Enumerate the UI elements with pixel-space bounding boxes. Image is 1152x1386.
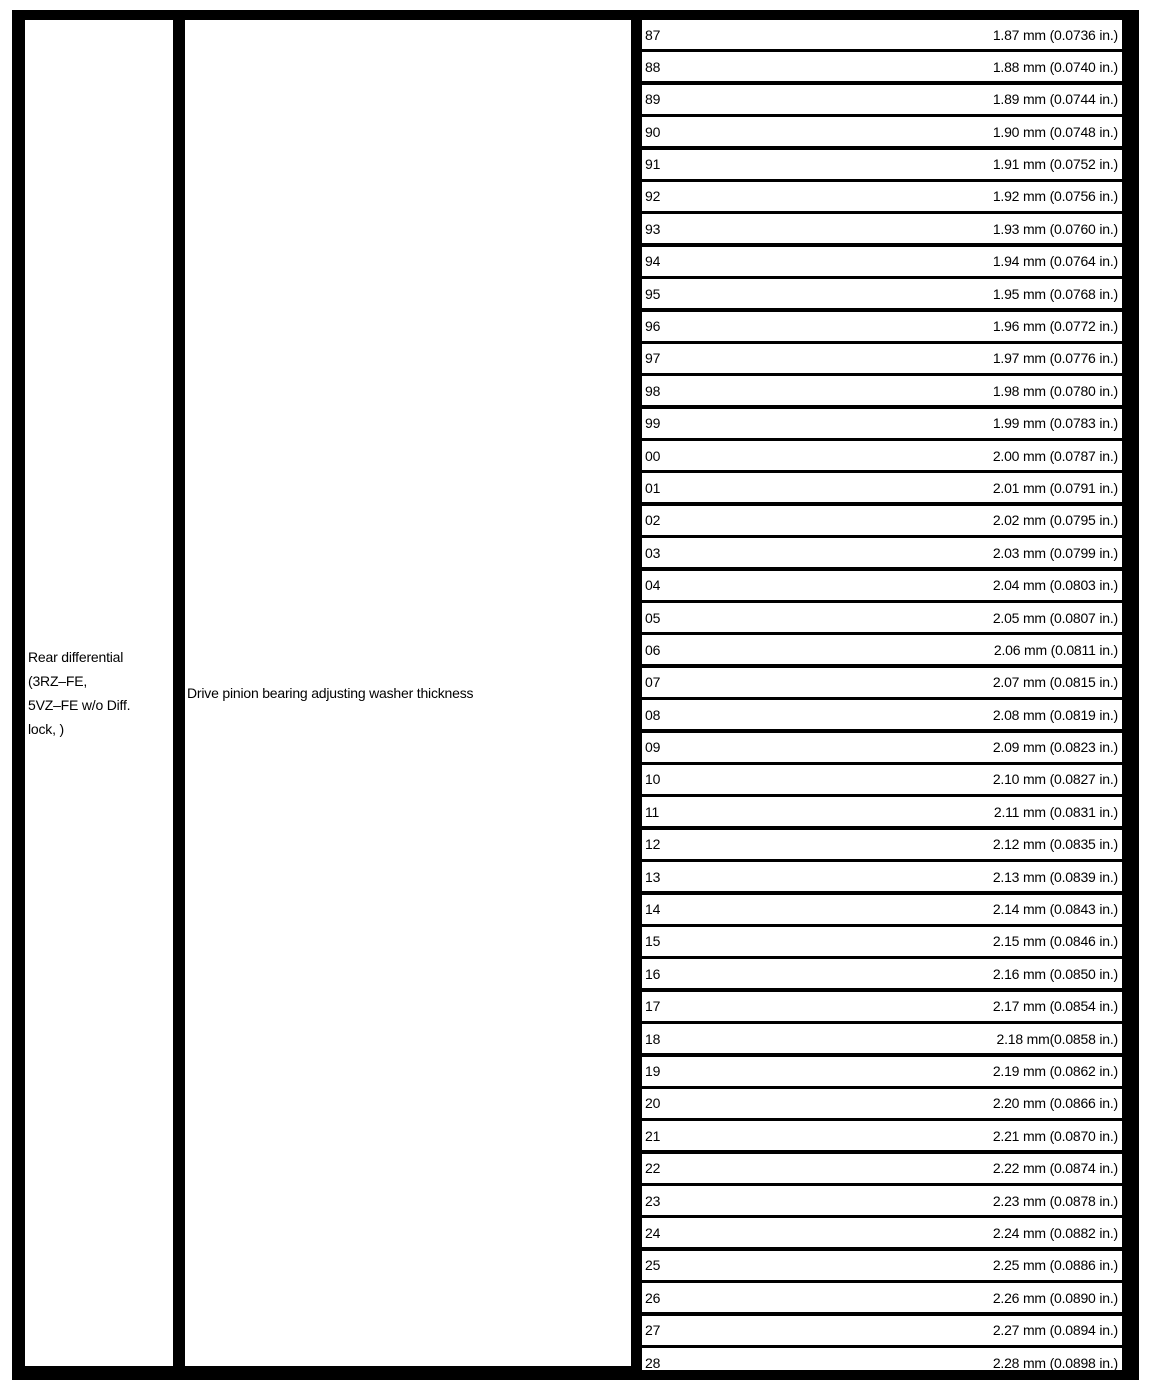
table-row — [642, 635, 1122, 664]
washer-mark: 90 — [645, 123, 661, 140]
washer-mark: 11 — [645, 803, 660, 820]
washer-thickness: 2.08 mm (0.0819 in.) — [992, 706, 1118, 723]
spec-table — [12, 10, 1139, 1380]
table-row — [642, 830, 1122, 859]
table-row — [642, 441, 1122, 470]
table-row — [642, 1024, 1122, 1053]
washer-thickness: 2.24 mm (0.0882 in.) — [992, 1224, 1118, 1241]
washer-thickness: 2.22 mm (0.0874 in.) — [992, 1160, 1118, 1177]
washer-mark: 16 — [645, 965, 661, 982]
washer-thickness: 1.92 mm (0.0756 in.) — [992, 188, 1118, 205]
washer-mark: 89 — [645, 91, 661, 108]
table-row — [642, 376, 1122, 405]
washer-mark: 00 — [645, 447, 661, 464]
washer-thickness: 2.07 mm (0.0815 in.) — [992, 674, 1118, 691]
table-row — [642, 959, 1122, 988]
washer-mark: 88 — [645, 58, 661, 75]
washer-list — [642, 20, 1122, 1370]
washer-thickness: 2.06 mm (0.0811 in.) — [993, 641, 1118, 658]
table-row — [642, 571, 1122, 600]
washer-thickness: 2.05 mm (0.0807 in.) — [992, 609, 1118, 626]
table-row — [642, 1283, 1122, 1312]
table-row — [642, 1348, 1122, 1370]
table-row — [642, 603, 1122, 632]
table-row — [642, 1251, 1122, 1280]
item-label: Drive pinion bearing adjusting washer thickness — [187, 685, 474, 701]
washer-mark: 27 — [645, 1322, 661, 1339]
table-row — [642, 52, 1122, 81]
washer-mark: 28 — [645, 1354, 661, 1370]
washer-thickness: 1.90 mm (0.0748 in.) — [992, 123, 1118, 140]
washer-mark: 94 — [645, 253, 661, 270]
washer-thickness: 2.10 mm (0.0827 in.) — [992, 771, 1118, 788]
washer-mark: 25 — [645, 1257, 661, 1274]
table-row — [642, 117, 1122, 146]
washer-mark: 14 — [645, 901, 661, 918]
washer-mark: 98 — [645, 382, 661, 399]
table-row — [642, 765, 1122, 794]
washer-thickness: 2.01 mm (0.0791 in.) — [992, 479, 1118, 496]
table-row — [642, 992, 1122, 1021]
washer-thickness: 2.03 mm (0.0799 in.) — [992, 544, 1118, 561]
table-row — [642, 312, 1122, 341]
washer-thickness: 2.26 mm (0.0890 in.) — [992, 1289, 1118, 1306]
table-row — [642, 279, 1122, 308]
washer-mark: 21 — [645, 1127, 661, 1144]
table-row — [642, 182, 1122, 211]
table-row — [642, 700, 1122, 729]
washer-thickness: 2.23 mm (0.0878 in.) — [992, 1192, 1118, 1209]
washer-thickness: 2.04 mm (0.0803 in.) — [992, 577, 1118, 594]
table-row — [642, 20, 1122, 49]
washer-thickness: 1.98 mm (0.0780 in.) — [992, 382, 1118, 399]
area-label: Rear differential (3RZ–FE, 5VZ–FE w/o Diff. lock, ) — [28, 649, 131, 737]
washer-thickness: 2.13 mm (0.0839 in.) — [992, 868, 1118, 885]
washer-thickness: 2.19 mm (0.0862 in.) — [992, 1063, 1118, 1079]
washer-mark: 19 — [645, 1063, 661, 1079]
washer-mark: 04 — [645, 577, 661, 594]
washer-mark: 95 — [645, 285, 661, 302]
washer-mark: 01 — [645, 479, 661, 496]
washer-thickness: 2.15 mm (0.0846 in.) — [992, 933, 1118, 950]
table-row — [642, 1121, 1122, 1150]
table-row — [642, 1154, 1122, 1183]
table-row — [642, 1316, 1122, 1345]
washer-mark: 91 — [645, 156, 661, 173]
washer-thickness: 1.89 mm (0.0744 in.) — [992, 91, 1118, 108]
washer-thickness: 2.16 mm (0.0850 in.) — [992, 965, 1118, 982]
washer-thickness: 1.97 mm (0.0776 in.) — [992, 350, 1118, 367]
washer-mark: 92 — [645, 188, 661, 205]
washer-thickness: 1.95 mm (0.0768 in.) — [992, 285, 1118, 302]
washer-thickness: 2.20 mm (0.0866 in.) — [992, 1095, 1118, 1112]
washer-thickness: 1.87 mm (0.0736 in.) — [992, 26, 1118, 43]
washer-mark: 08 — [645, 706, 661, 723]
table-row — [642, 895, 1122, 924]
table-row — [642, 733, 1122, 762]
washer-thickness: 1.94 mm (0.0764 in.) — [992, 253, 1118, 270]
washer-mark: 93 — [645, 220, 661, 237]
washer-mark: 07 — [645, 674, 661, 691]
washer-mark: 24 — [645, 1224, 661, 1241]
item-cell — [185, 20, 631, 1366]
washer-mark: 15 — [645, 933, 661, 950]
washer-mark: 10 — [645, 771, 661, 788]
washer-thickness: 2.28 mm (0.0898 in.) — [992, 1354, 1118, 1370]
washer-mark: 12 — [645, 836, 661, 853]
washer-mark: 05 — [645, 609, 661, 626]
washer-thickness: 2.02 mm (0.0795 in.) — [992, 512, 1118, 529]
table-row — [642, 473, 1122, 502]
washer-thickness: 2.18 mm(0.0858 in.) — [996, 1030, 1118, 1047]
table-row — [642, 862, 1122, 891]
table-row — [642, 1057, 1122, 1086]
washer-mark: 96 — [645, 318, 661, 335]
washer-thickness: 1.96 mm (0.0772 in.) — [992, 318, 1118, 335]
table-row — [642, 927, 1122, 956]
washer-mark: 20 — [645, 1095, 661, 1112]
washer-mark: 18 — [645, 1030, 661, 1047]
washer-thickness: 2.14 mm (0.0843 in.) — [992, 901, 1118, 918]
table-row — [642, 409, 1122, 438]
washer-thickness: 1.88 mm (0.0740 in.) — [992, 58, 1118, 75]
table-row — [642, 150, 1122, 179]
washer-thickness: 2.25 mm (0.0886 in.) — [992, 1257, 1118, 1274]
table-row — [642, 85, 1122, 114]
washer-thickness: 2.27 mm (0.0894 in.) — [992, 1322, 1118, 1339]
table-row — [642, 797, 1122, 826]
washer-mark: 17 — [645, 998, 661, 1015]
washer-thickness: 2.11 mm (0.0831 in.) — [993, 803, 1118, 820]
table-row — [642, 1089, 1122, 1118]
washer-mark: 26 — [645, 1289, 661, 1306]
washer-thickness: 1.93 mm (0.0760 in.) — [992, 220, 1118, 237]
washer-mark: 03 — [645, 544, 661, 561]
washer-thickness: 2.00 mm (0.0787 in.) — [992, 447, 1118, 464]
washer-thickness: 2.09 mm (0.0823 in.) — [992, 739, 1118, 756]
washer-mark: 22 — [645, 1160, 661, 1177]
table-row — [642, 1218, 1122, 1247]
washer-thickness: 2.12 mm (0.0835 in.) — [992, 836, 1118, 853]
washer-mark: 02 — [645, 512, 661, 529]
table-row — [642, 506, 1122, 535]
washer-mark: 23 — [645, 1192, 661, 1209]
table-row — [642, 214, 1122, 243]
washer-mark: 13 — [645, 868, 661, 885]
washer-mark: 97 — [645, 350, 661, 367]
washer-thickness: 1.99 mm (0.0783 in.) — [992, 415, 1118, 432]
area-cell — [25, 20, 173, 1366]
table-row — [642, 247, 1122, 276]
table-row — [642, 344, 1122, 373]
washer-mark: 99 — [645, 415, 661, 432]
washer-mark: 87 — [645, 26, 661, 43]
washer-thickness: 2.17 mm (0.0854 in.) — [992, 998, 1118, 1015]
table-row — [642, 538, 1122, 567]
table-row — [642, 1186, 1122, 1215]
washer-mark: 06 — [645, 641, 661, 658]
washer-thickness: 2.21 mm (0.0870 in.) — [992, 1127, 1118, 1144]
table-row — [642, 668, 1122, 697]
washer-mark: 09 — [645, 739, 661, 756]
washer-thickness: 1.91 mm (0.0752 in.) — [992, 156, 1118, 173]
